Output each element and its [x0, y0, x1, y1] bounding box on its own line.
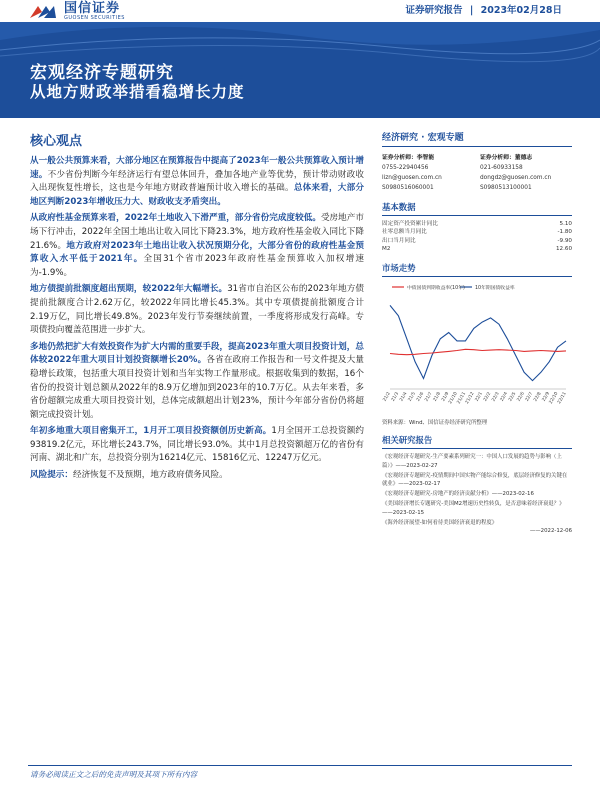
x-tick-label: 21/9	[441, 391, 451, 403]
x-tick-label: 22/2	[483, 391, 493, 403]
related-reports-title: 相关研究报告	[382, 434, 572, 449]
chart-source-note: 资料来源：Wind、国信证券经济研究所整理	[382, 419, 488, 426]
meta-separator: |	[469, 5, 474, 16]
list-item[interactable]: 《宏观经济专题研究-生产要素系列研究一：中国人口发展的趋势与影响（上篇）》——2023-02-27	[382, 453, 562, 469]
table-row: 社零总额当月同比 -1.80	[382, 229, 572, 236]
x-tick-label: 21/7	[424, 391, 434, 403]
report-type: 证券研究报告	[405, 5, 463, 16]
analyst-email[interactable]: dongdz@guosen.com.cn	[480, 175, 552, 181]
paragraph-fund-budget: 从政府性基金预算来看，2022年土地收入下滑严重，部分省份完成度较低。受房地产市场下行冲击，2022年全国土地出让收入同比下降23.3%，地方政府性基金收入同比下降21.6%。地方政府对2023年土地出让收入状况预期分化，大部分省份的政府性基金预算收入水平低于2021年。全国31个省市2023年政府性基金预算收入加权增速为-1.9%。	[30, 213, 364, 278]
table-row: 出口当月同比 -9.90	[382, 237, 572, 244]
x-tick-label: 22/6	[516, 391, 526, 403]
logo-english: GUOSEN SECURITIES	[64, 15, 125, 21]
x-tick-label: 21/5	[407, 391, 417, 403]
analyst-email[interactable]: lizn@guosen.com.cn	[382, 175, 442, 181]
list-item[interactable]: 《宏观经济专题研究-房地产的经济贡献分析》——2023-02-16	[382, 491, 534, 498]
logo-mark-icon	[28, 4, 58, 20]
paragraph-risk: 风险提示：经济恢复不及预期，地方政府债务风险。	[30, 470, 228, 481]
core-views-section	[30, 130, 364, 486]
x-tick-label: 22/5	[508, 391, 518, 403]
report-meta	[405, 2, 562, 16]
x-tick-label: 21/8	[432, 391, 443, 403]
paragraph-general-budget: 从一般公共预算来看，大部分地区在预算报告中提高了2023年一般公共预算收入预计增速。不少省份判断今年经济运行有望总体回升，叠加各地产业等优势，预计带动财政收入出现恢复性增长，这也是今年地方财政普遍预计收入增长的基础。总体来看，大部分地区判断2023年增收压力大、财政收支矛盾突出。	[30, 156, 364, 207]
analyst-cert: S0980513100001	[480, 185, 532, 191]
paragraph-project-start: 年初多地重大项目密集开工，1月开工项目投资额创历史新高。1月全国开工总投资额约93819.2亿元，环比增长243.7%，同比增长93.0%。其中1月总投资额超万亿的省份有河南、湖北和广东，总投资分别为16214亿元、15816亿元、12247万亿元。	[30, 426, 365, 464]
x-tick-label: 21/4	[399, 391, 409, 403]
table-row: M2 12.60	[382, 246, 572, 253]
list-item[interactable]: 《美国经济增长专题研究-美国M2增速历史性转负，是否意味着经济衰退？》——2023-02-15	[382, 501, 565, 516]
footer-divider	[28, 765, 572, 766]
footer-disclaimer: 请务必阅读正文之后的免责声明及其项下所有内容	[30, 770, 198, 779]
x-tick-label: 22/9	[541, 391, 551, 403]
title-banner	[0, 22, 600, 118]
x-tick-label: 21/3	[390, 391, 401, 403]
sidebar-heading: 经济研究 · 宏观专题	[382, 130, 572, 147]
x-tick-label: 22/11	[557, 391, 568, 405]
x-tick-label: 21/11	[456, 391, 468, 405]
list-item[interactable]: 《海外经济展望-如何看待美国经济衰退的程度》 ——2022-12-06	[382, 519, 572, 535]
company-logo	[28, 2, 125, 21]
market-trend-title: 市场走势	[382, 262, 572, 277]
x-tick-label: 21/6	[415, 391, 426, 403]
market-trend-chart	[382, 281, 572, 417]
core-views-title: 核心观点	[30, 134, 83, 149]
analyst-list	[382, 153, 572, 193]
analyst-card: 证券分析师：李智能 0755-22940456 lizn@guosen.com.cn S0980516060001	[382, 153, 474, 193]
report-subtitle: 从地方财政举措看稳增长力度	[30, 83, 245, 101]
x-tick-label: 21/2	[382, 391, 392, 403]
x-tick-label: 22/10	[548, 391, 560, 405]
x-tick-label: 21/12	[464, 391, 476, 405]
x-tick-label: 21/10	[448, 391, 459, 405]
legend-label: 中债国债到期收益率(10年)	[407, 285, 465, 291]
x-tick-label: 22/7	[524, 391, 535, 403]
analyst-card: 证券分析师：董德志 021-60933158 dongdz@guosen.com.cn S0980513100001	[480, 153, 572, 193]
basic-data-title: 基本数据	[382, 201, 572, 216]
x-tick-label: 22/3	[491, 391, 501, 403]
table-row: 固定资产投资累计同比 5.10	[382, 220, 572, 227]
series-line	[390, 305, 566, 380]
report-date: 2023年02月28日	[480, 5, 562, 16]
list-item[interactable]: 《宏观经济专题研究-疫情期间中国实物产能综合修复，底层经济修复的关键在就业》——2023-02-17	[382, 472, 568, 488]
analyst-phone: 0755-22940456	[382, 165, 429, 171]
analyst-phone: 021-60933158	[480, 165, 523, 171]
x-tick-label: 22/8	[533, 391, 543, 403]
report-title: 宏观经济专题研究	[30, 63, 174, 83]
related-reports-list	[382, 453, 572, 536]
x-tick-label: 22/1	[474, 391, 484, 403]
series-line	[390, 349, 566, 354]
sidebar	[382, 130, 572, 537]
x-tick-label: 22/4	[499, 391, 510, 403]
basic-data-table	[382, 220, 572, 254]
top-header	[0, 0, 600, 22]
analyst-cert: S0980516060001	[382, 185, 434, 191]
paragraph-local-bonds: 地方债提前批额度超出预期，较2022年大幅增长。31省市自治区公布的2023年地方债提前批额度合计2.62万亿，较2022年同比增长45.3%。其中专项债提前批额度合计2.19万亿，同比增长49.8%。2023年发行节奏继续前置，一季度将形成发行高峰。专项债投向覆盖范围进一步扩大。	[30, 284, 365, 336]
chart-svg	[382, 281, 572, 417]
logo-chinese: 国信证券	[64, 1, 121, 16]
paragraph-investment-plan: 多地仍然把扩大有效投资作为扩大内需的重要手段，提高2023年重大项目投资计划，总体较2022年重大项目计划投资额增长20%。各省在政府工作报告和一号文件提及大量稳增长政策，包括重大项目投资计划和当年实物工作量形成。根据收集到的数据，16个省份的投资计划总额从2022年的8.9万亿增加到2023年的10.7万亿。从去年来看，多省份超额完成重大项目投资计划，总体完成额超出计划23%，预计今年部分省份仍将超额完成投资计划。	[30, 341, 364, 420]
legend-label: 10年期国债收益率	[475, 285, 515, 291]
